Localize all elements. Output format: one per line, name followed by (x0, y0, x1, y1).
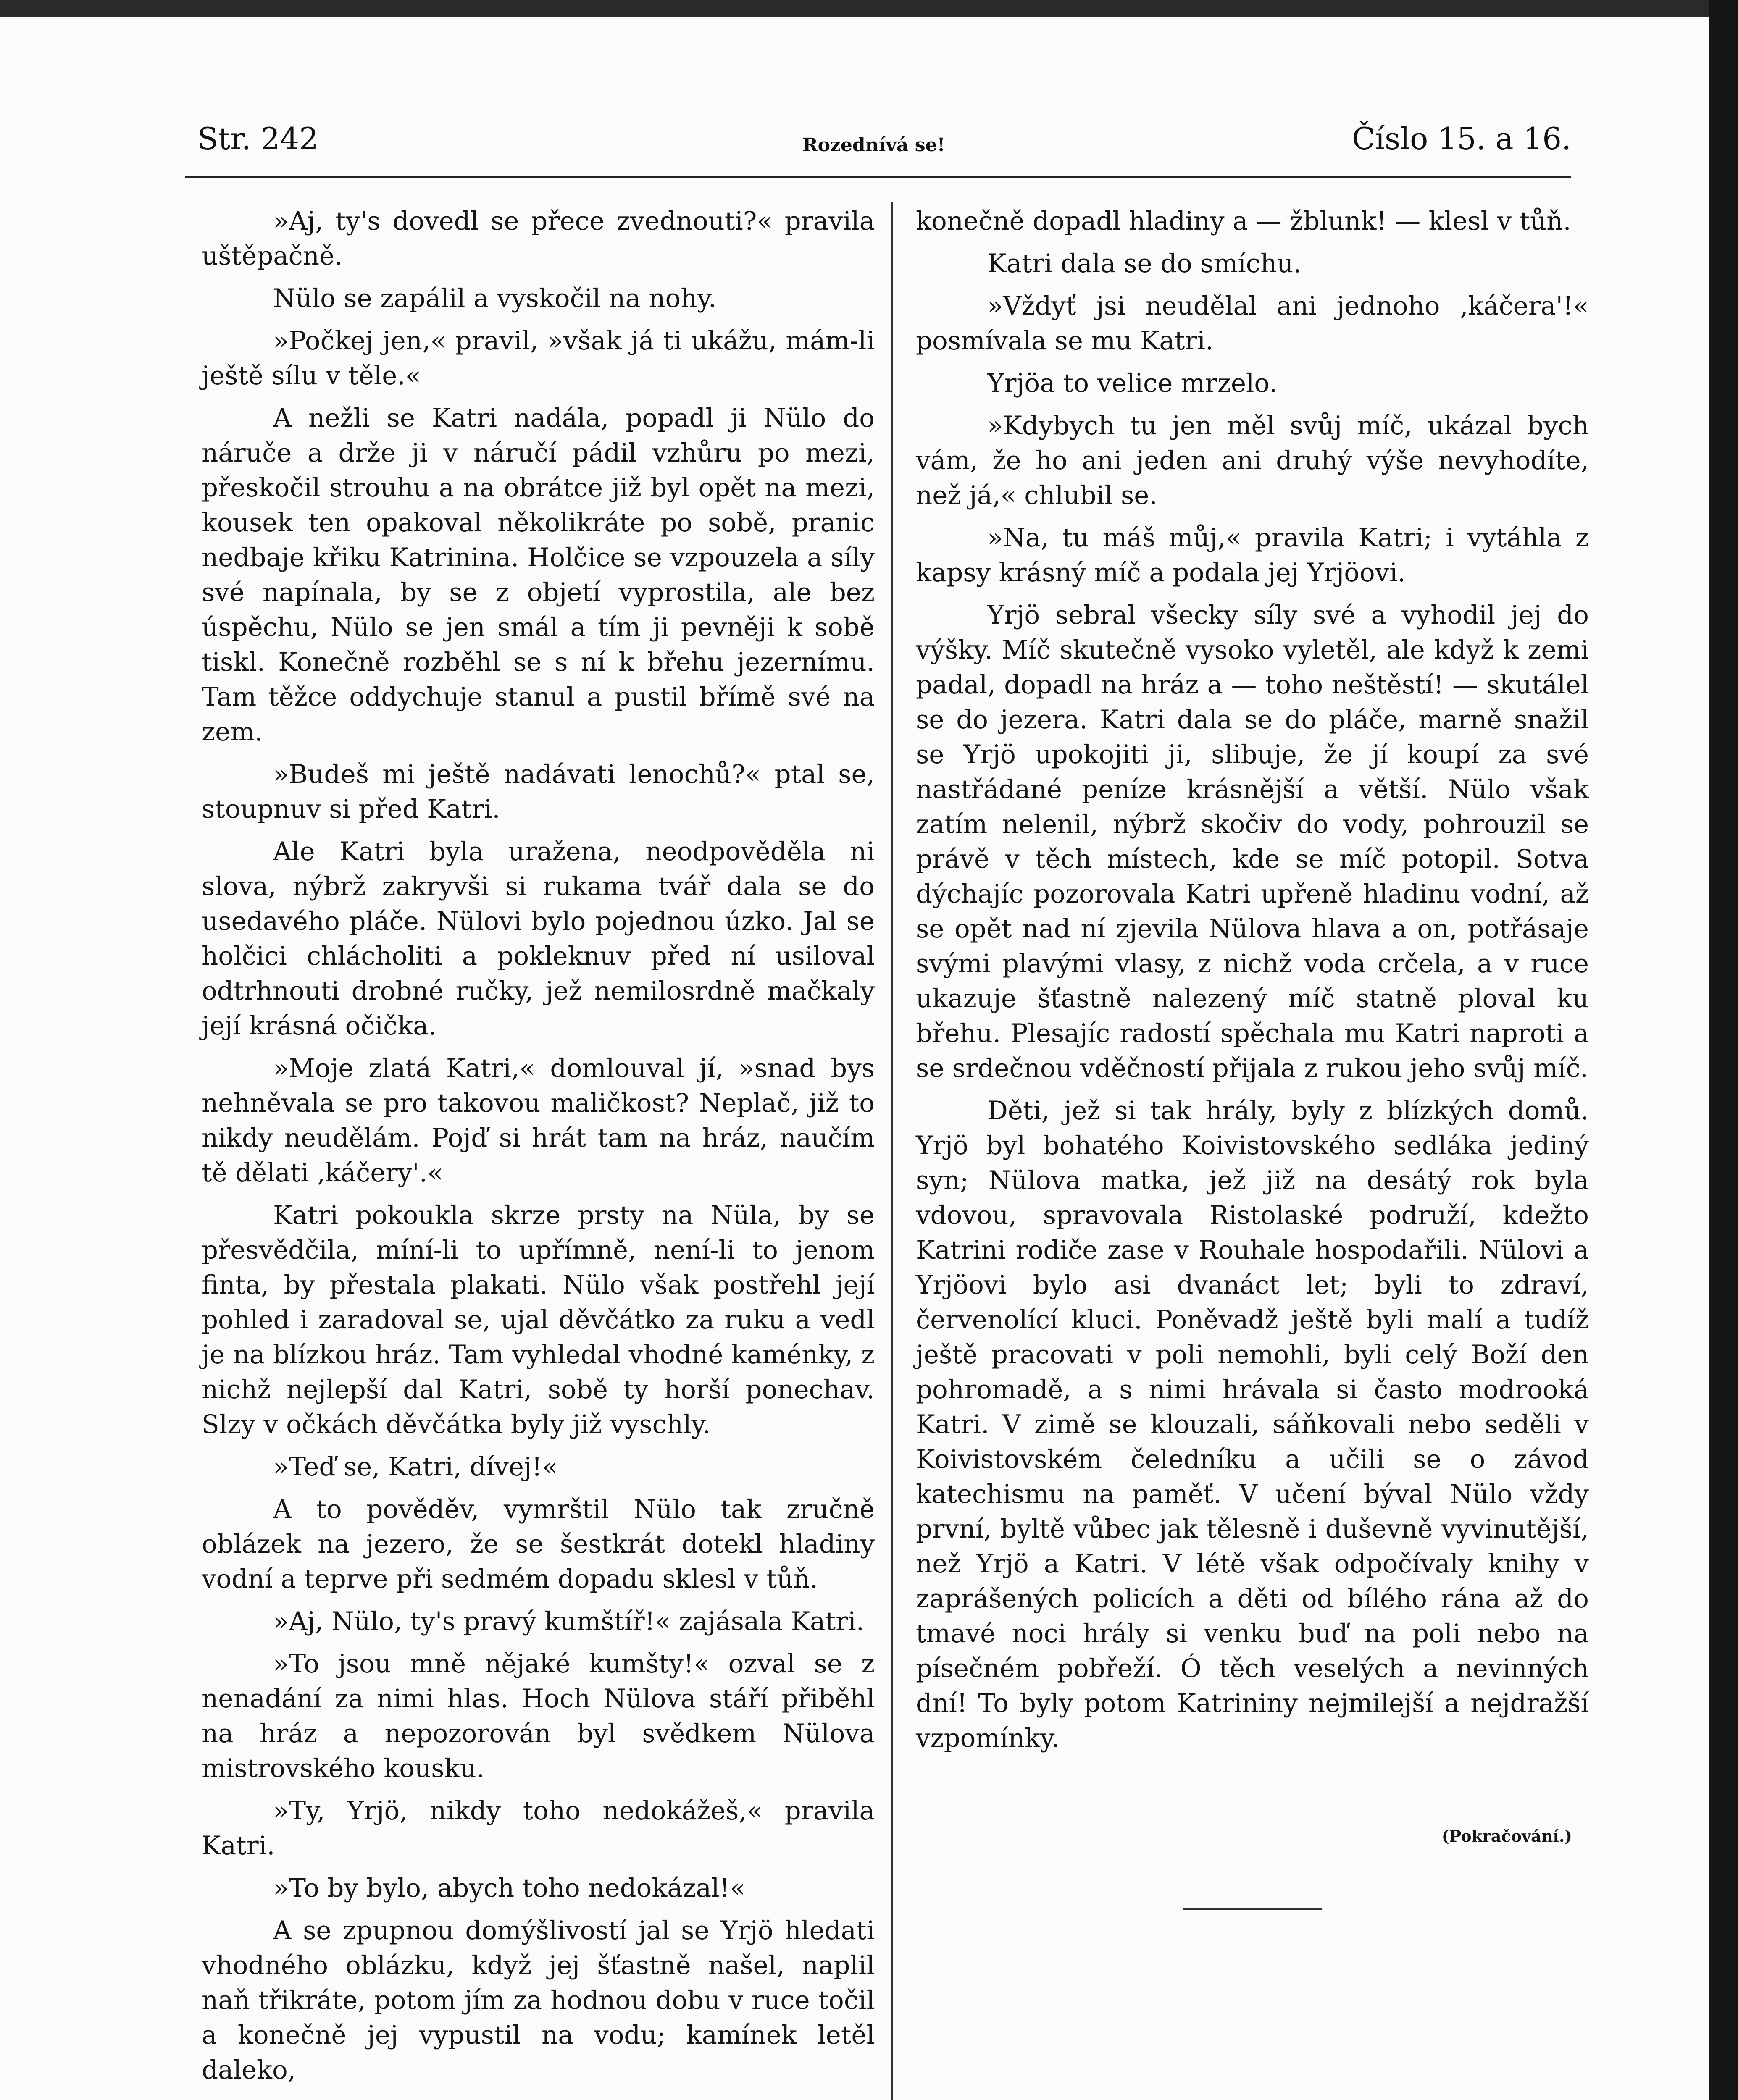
scan-right-edge (1709, 0, 1738, 2100)
running-title: Rozednívá se! (802, 134, 945, 156)
end-rule (1183, 1908, 1322, 1910)
paragraph: »Počkej jen,« pravil, »však já ti ukážu, mám-li ještě sílu v těle.« (202, 326, 875, 391)
page-header (197, 117, 1584, 176)
paragraph: »Teď se, Katri, dívej!« (273, 1452, 558, 1482)
paragraph: A se zpupnou domýšlivostí jal se Yrjö hledati vhodného oblázku, když jej šťastně našel, naplil naň třikráte, potom jím za hodnou dobu v ruce točil a konečně jej vypustil na vodu; kamínek letěl daleko, (202, 1916, 875, 2085)
paragraph: »Ty, Yrjö, nikdy toho nedokážeš,« pravila Katri. (202, 1796, 875, 1861)
paragraph: A nežli se Katri nadála, popadl ji Nülo do náruče a drže ji v náručí pádil vzhůru po mezi, přeskočil strouhu a na obrátce již byl opět na mezi, kousek ten opakoval několikráte po sobě, pranic nedbaje křiku Katrinina. Holčice se vzpouzela a síly své napínala, by se z objetí vyprostila, ale bez úspěchu, Nülo se jen smál a tím ji pevněji k sobě tiskl. Konečně rozběhl se s ní k břehu jezernímu. Tam těžce oddychuje stanul a pustil břímě své na zem. (202, 403, 875, 747)
paragraph: »Aj, ty's dovedl se přece zvednouti?« pravila uštěpačně. (202, 206, 875, 271)
paragraph: »Na, tu máš můj,« pravila Katri; i vytáhla z kapsy krásný míč a podala jej Yrjöovi. (916, 523, 1589, 588)
paragraph: »Moje zlatá Katri,« domlouval jí, »snad bys nehněvala se pro takovou maličkost? Neplač, již to nikdy neudělám. Pojď si hrát tam na hráz, naučím tě dělati ‚káčery'.« (202, 1053, 875, 1188)
paragraph: Děti, jež si tak hrály, byly z blízkých domů. Yrjö byl bohatého Koivistovského sedláka jediný syn; Nülova matka, jež již na desátý rok byla vdovou, spravovala Ristolaské podruží, kdežto Katrini rodiče zase v Rouhale hospodařili. Nülovi a Yrjöovi bylo asi dvanáct let; byli to zdraví, červenolící kluci. Poněvadž ještě byli malí a tudíž ještě pracovati v poli nemohli, byli celý Boží den pohromadě, a s nimi hrávala si často modrooká Katri. V zimě se klouzali, sáňkovali nebo seděli v Koivistovském čeledníku a učili se o závod katechismu na paměť. V učení býval Nülo vždy první, byltě vůbec jak tělesně i duševně vyvinutější, než Yrjö a Katri. V létě však odpočívaly knihy v zaprášených policích a děti od bílého rána až do tmavé noci hrály si venku buď na poli nebo na písečném pobřeží. Ó těch veselých a nevinných dní! To byly potom Katrininy nejmilejší a nejdražší vzpomínky. (916, 1096, 1589, 1753)
continuation-note: (Pokračování.) (1441, 1827, 1572, 1845)
paragraph: »Budeš mi ještě nadávati lenochů?« ptal se, stoupnuv si před Katri. (202, 759, 875, 824)
paragraph: Ale Katri byla uražena, neodpověděla ni slova, nýbrž zakryvši si rukama tvář dala se do usedavého pláče. Nülovi bylo pojednou úzko. Jal se holčici chlácholiti a pokleknuv před ní usiloval odtrhnouti drobné ručky, jež nemilosrdně mačkaly její krásná očička. (202, 837, 875, 1041)
paragraph: Nülo se zapálil a vyskočil na nohy. (273, 284, 717, 313)
paragraph: »Kdybych tu jen měl svůj míč, ukázal bych vám, že ho ani jeden ani druhý výše nevyhodíte, než já,« chlubil se. (916, 411, 1589, 510)
paragraph-continued: konečně dopadl hladiny a — žblunk! — klesl v tůň. (916, 206, 1571, 236)
paragraph: Katri dala se do smíchu. (987, 249, 1302, 278)
paragraph: Katri pokoukla skrze prsty na Nüla, by se přesvědčila, míní-li to upřímně, není-li to jenom finta, by přestala plakati. Nülo však postřehl její pohled i zaradoval se, ujal děvčátko za ruku a vedl je na blízkou hráz. Tam vyhledal vhodné kaménky, z nichž nejlepší dal Katri, sobě ty horší ponechav. Slzy v očkách děvčátka byly již vyschly. (202, 1200, 875, 1439)
paragraph: Yrjö sebral všecky síly své a vyhodil jej do výšky. Míč skutečně vysoko vyletěl, ale když k zemi padal, dopadl na hráz a — toho neštěstí! — skutálel se do jezera. Katri dala se do pláče, marně snažil se Yrjö upokojiti ji, slibuje, že jí koupí za své nastřádané peníze krásnější a větší. Nülo však zatím nelenil, nýbrž skočiv do vody, pohrouzil se právě v těch místech, kde se míč potopil. Sotva dýchajíc pozorovala Katri upřeně hladinu vodní, až se opět nad ní zjevila Nülova hlava a on, potřásaje svými plavými vlasy, z nichž voda crčela, a v ruce ukazuje šťastně nalezený míč statně ploval ku břehu. Plesajíc radostí spěchala mu Katri naproti a se srdečnou vděčností přijala z rukou jeho svůj míč. (916, 600, 1589, 1083)
issue-number: Číslo 15. a 16. (1351, 121, 1571, 156)
page-number: Str. 242 (197, 121, 318, 156)
paragraph: »Vždyť jsi neudělal ani jednoho ‚káčera'!« posmívala se mu Katri. (916, 291, 1589, 356)
paragraph: A to pověděv, vymrštil Nülo tak zručně oblázek na jezero, že se šestkrát dotekl hladiny vodní a teprve při sedmém dopadu sklesl v tůň. (202, 1494, 875, 1594)
paragraph: »To by bylo, abych toho nedokázal!« (273, 1873, 746, 1903)
header-rule (185, 176, 1571, 178)
paragraph: »Aj, Nülo, ty's pravý kumštíř!« zajásala Katri. (273, 1606, 865, 1636)
left-column (202, 204, 875, 2095)
paragraph: Yrjöa to velice mrzelo. (987, 368, 1278, 398)
scan-top-edge (0, 0, 1738, 17)
column-divider (891, 202, 893, 2100)
paragraph: »To jsou mně nějaké kumšty!« ozval se z nenadání za nimi hlas. Hoch Nülova stáří přiběhl na hráz a nepozorován byl svědkem Nülova mistrovského kousku. (202, 1649, 875, 1783)
right-column (916, 204, 1589, 1910)
